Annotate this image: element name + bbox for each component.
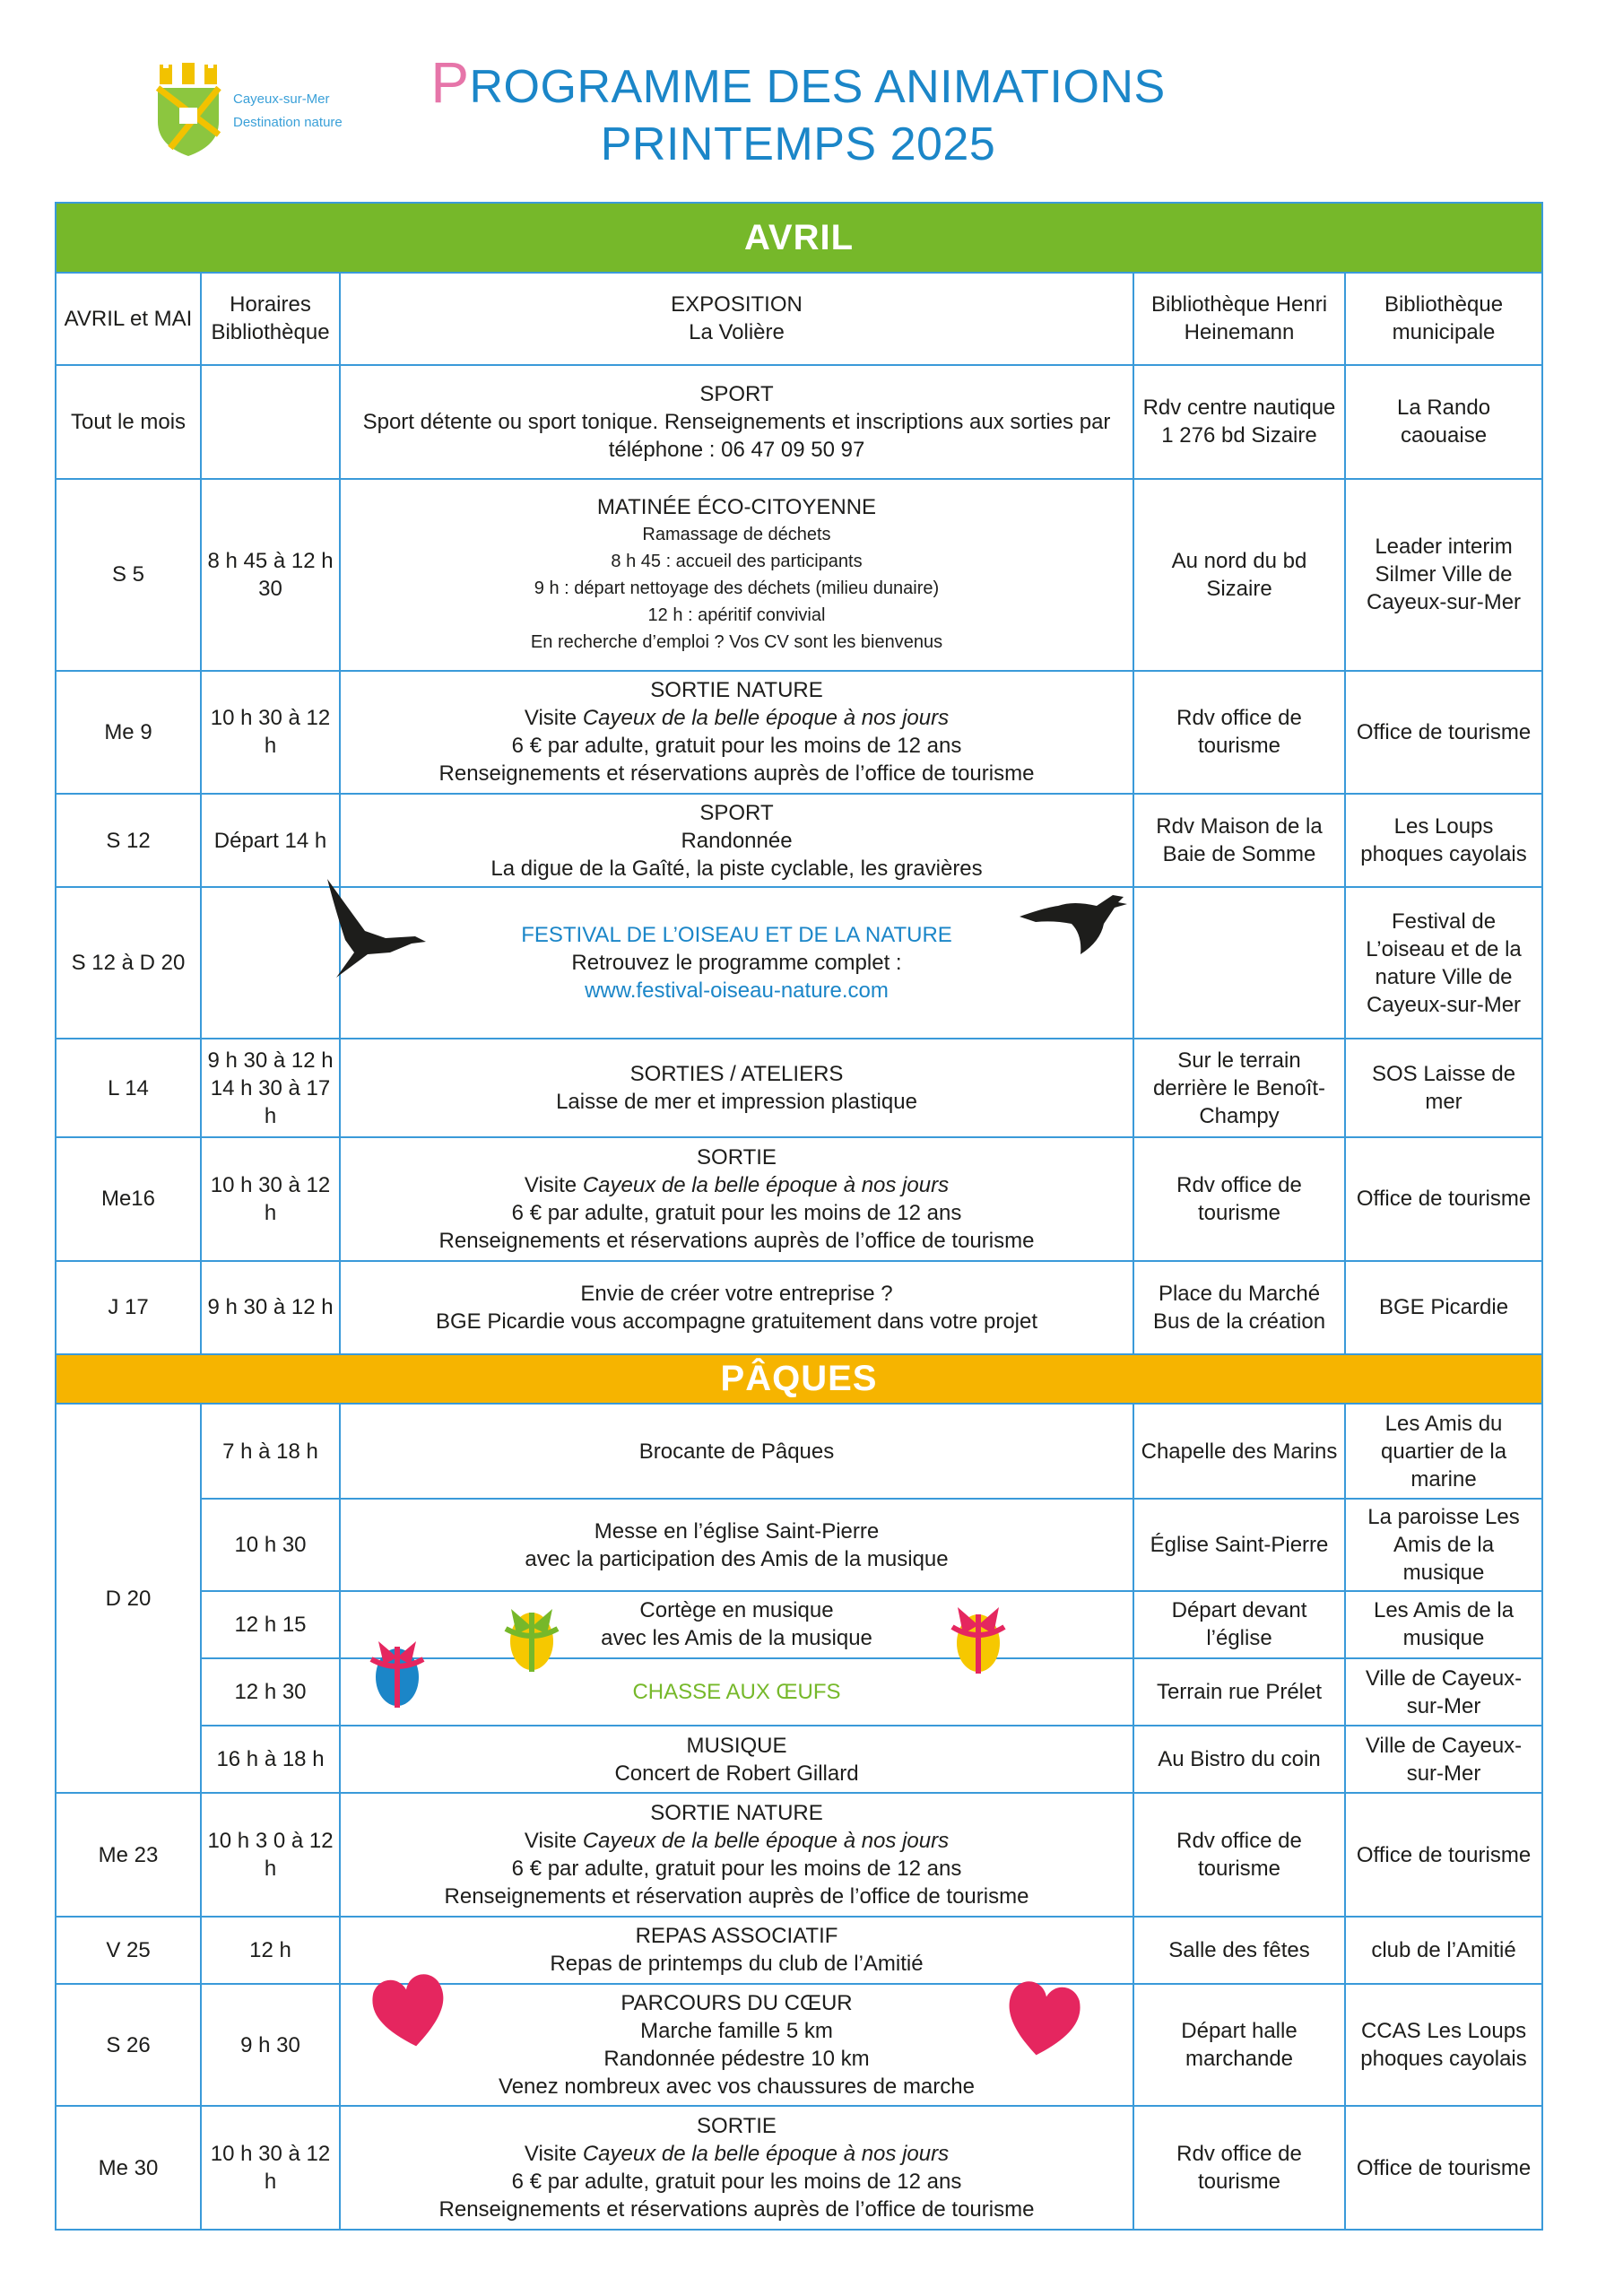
event-title: REPAS ASSOCIATIF <box>635 1924 838 1949</box>
organizer-cell: Ville de Cayeux-sur-Mer <box>1345 1658 1542 1726</box>
place-cell: Rdv Maison de la Baie de Somme <box>1133 794 1345 887</box>
place-cell: Place du Marché Bus de la création <box>1133 1261 1345 1354</box>
event-detail: La digue de la Gaîté, la piste cyclable, les gravières <box>490 856 983 881</box>
date-cell: S 12 <box>56 794 201 887</box>
organizer-cell: Office de tourisme <box>1345 1793 1542 1916</box>
time-cell: 10 h 3 0 à 12 h <box>201 1793 340 1916</box>
time-cell: Horaires Bibliothèque <box>201 273 340 364</box>
organizer-cell: Les Loups phoques cayolais <box>1345 794 1542 887</box>
event-detail: Renseignements et réservations auprès de l’office de tourisme <box>438 2197 1035 2222</box>
organizer-cell: Leader interim Silmer Ville de Cayeux-sur-Mer <box>1345 479 1542 671</box>
date-cell: Me 30 <box>56 2106 201 2230</box>
event-detail: avec les Amis de la musique <box>601 1626 872 1651</box>
event-cell <box>340 273 1133 364</box>
band-paques: PÂQUES <box>56 1354 1542 1404</box>
date-cell: Me16 <box>56 1137 201 1260</box>
event-detail: 12 h : apéritif convivial <box>647 605 826 626</box>
easter-egg-icon <box>945 1604 1012 1675</box>
visit-name: Cayeux de la belle époque à nos jours <box>582 706 950 731</box>
place-cell: Rdv office de tourisme <box>1133 1793 1345 1916</box>
event-cell <box>340 2106 1133 2230</box>
page-header <box>0 0 1623 197</box>
visit-prefix: Visite <box>524 1829 583 1854</box>
event-title: MUSIQUE <box>686 1733 787 1758</box>
visit-prefix: Visite <box>524 1172 583 1197</box>
table-row <box>56 1404 1542 1499</box>
place-cell: Départ devant l’église <box>1133 1591 1345 1658</box>
flying-bird-icon <box>318 877 430 980</box>
event-detail: 6 € par adulte, gratuit pour les moins de 12 ans <box>511 1857 962 1882</box>
place-cell: Rdv office de tourisme <box>1133 1137 1345 1260</box>
event-title: Brocante de Pâques <box>638 1439 835 1464</box>
event-cell <box>340 1726 1133 1793</box>
event-cell <box>340 794 1133 887</box>
event-detail: Renseignements et réservations auprès de l’office de tourisme <box>438 1228 1035 1253</box>
coat-of-arms-icon <box>152 63 224 157</box>
heart-icon <box>369 1970 450 2050</box>
event-detail: BGE Picardie vous accompagne gratuitement dans votre projet <box>435 1309 1038 1334</box>
band-avril: AVRIL <box>56 203 1542 273</box>
event-title: FESTIVAL DE L’OISEAU ET DE LA NATURE <box>521 923 952 948</box>
table-row <box>56 1137 1542 1260</box>
event-cell <box>340 1793 1133 1916</box>
event-title: SORTIE NATURE <box>650 678 823 703</box>
organizer-cell: Les Amis de la musique <box>1345 1591 1542 1658</box>
event-cell <box>340 1039 1133 1137</box>
logo-line-1: Cayeux-sur-Mer <box>233 91 330 107</box>
date-cell: S 26 <box>56 1984 201 2106</box>
time-line: 9 h 30 à 12 h <box>207 1048 334 1073</box>
organizer-cell: SOS Laisse de mer <box>1345 1039 1542 1137</box>
place-cell: Au Bistro du coin <box>1133 1726 1345 1793</box>
table-row <box>56 1726 1542 1793</box>
visit-prefix: Visite <box>524 706 583 731</box>
place-cell: Rdv office de tourisme <box>1133 2106 1345 2230</box>
table-row <box>56 273 1542 364</box>
table-row <box>56 887 1542 1039</box>
title-line-1: ROGRAMME DES ANIMATIONS <box>469 61 1166 113</box>
event-cell <box>340 671 1133 794</box>
event-cell <box>340 1917 1133 1984</box>
date-cell: S 5 <box>56 479 201 671</box>
time-cell: 9 h 30 <box>201 1984 340 2106</box>
event-detail: 6 € par adulte, gratuit pour les moins de 12 ans <box>511 1200 962 1225</box>
visit-name: Cayeux de la belle époque à nos jours <box>582 2142 950 2167</box>
table-row <box>56 1793 1542 1916</box>
event-title: SPORT <box>699 800 774 825</box>
table-row <box>56 794 1542 887</box>
table-row <box>56 1591 1542 1658</box>
place-cell: Bibliothèque Henri Heinemann <box>1133 273 1345 364</box>
time-cell <box>201 365 340 479</box>
event-detail: Sport détente ou sport tonique. Renseignements et inscriptions aux sorties par téléphone : 06 47 09 50 97 <box>362 409 1111 462</box>
date-cell: Me 9 <box>56 671 201 794</box>
event-cell <box>340 479 1133 671</box>
date-cell: L 14 <box>56 1039 201 1137</box>
event-title: MATINÉE ÉCO-CITOYENNE <box>596 495 877 520</box>
event-detail: 6 € par adulte, gratuit pour les moins de 12 ans <box>511 2170 962 2195</box>
date-cell: AVRIL et MAI <box>56 273 201 364</box>
date-cell: J 17 <box>56 1261 201 1354</box>
place-cell: Église Saint-Pierre <box>1133 1499 1345 1590</box>
time-cell: 10 h 30 à 12 h <box>201 671 340 794</box>
event-detail: Randonnée pédestre 10 km <box>603 2047 870 2072</box>
event-title: SORTIE <box>697 1144 777 1170</box>
table-row <box>56 479 1542 671</box>
event-visit-line <box>346 2140 1127 2168</box>
table-row <box>56 1658 1542 1726</box>
time-cell: 12 h <box>201 1917 340 1984</box>
place-cell: Salle des fêtes <box>1133 1917 1345 1984</box>
table-row <box>56 1039 1542 1137</box>
event-cell <box>340 1658 1133 1726</box>
organizer-cell: Bibliothèque municipale <box>1345 273 1542 364</box>
organizer-cell: Festival de L’oiseau et de la nature Ville de Cayeux-sur-Mer <box>1345 887 1542 1039</box>
organizer-cell: Office de tourisme <box>1345 1137 1542 1260</box>
event-title: SORTIE <box>697 2114 777 2139</box>
place-cell: Au nord du bd Sizaire <box>1133 479 1345 671</box>
organizer-cell: La Rando caouaise <box>1345 365 1542 479</box>
place-cell: Chapelle des Marins <box>1133 1404 1345 1499</box>
event-detail: Retrouvez le programme complet : <box>571 951 902 976</box>
time-cell: 9 h 30 à 12 h <box>201 1261 340 1354</box>
organizer-cell: club de l’Amitié <box>1345 1917 1542 1984</box>
visit-prefix: Visite <box>524 2142 583 2167</box>
event-visit-line <box>346 1171 1127 1199</box>
event-cell <box>340 887 1133 1039</box>
table-row <box>56 1499 1542 1590</box>
title-initial: P <box>430 50 470 115</box>
table-row <box>56 1261 1542 1354</box>
event-detail: Repas de printemps du club de l’Amitié <box>550 1952 924 1977</box>
event-detail: Venez nombreux avec vos chaussures de marche <box>499 2074 975 2100</box>
event-title: SORTIE NATURE <box>650 1801 823 1826</box>
event-cell <box>340 1499 1133 1590</box>
event-detail: La Volière <box>689 320 785 345</box>
time-cell: Départ 14 h <box>201 794 340 887</box>
place-cell: Départ halle marchande <box>1133 1984 1345 2106</box>
event-title: Messe en l’église Saint-Pierre <box>594 1518 880 1544</box>
event-visit-line <box>346 1827 1127 1855</box>
town-logo <box>152 63 359 161</box>
event-detail: 6 € par adulte, gratuit pour les moins de 12 ans <box>511 734 962 759</box>
table-row <box>56 1984 1542 2106</box>
event-detail: Renseignements et réservations auprès de l’office de tourisme <box>438 761 1035 787</box>
time-cell: 12 h 30 <box>201 1658 340 1726</box>
visit-name: Cayeux de la belle époque à nos jours <box>582 1829 950 1854</box>
event-title: SORTIES / ATELIERS <box>629 1062 844 1086</box>
table-row <box>56 671 1542 794</box>
table-row <box>56 1917 1542 1984</box>
place-cell: Sur le terrain derrière le Benoît-Champy <box>1133 1039 1345 1137</box>
organizer-cell: Ville de Cayeux-sur-Mer <box>1345 1726 1542 1793</box>
place-cell: Rdv office de tourisme <box>1133 671 1345 794</box>
table-row <box>56 2106 1542 2230</box>
event-cell <box>340 1137 1133 1260</box>
event-detail: 8 h 45 : accueil des participants <box>611 552 863 572</box>
logo-line-2: Destination nature <box>233 115 343 130</box>
organizer-cell: CCAS Les Loups phoques cayolais <box>1345 1984 1542 2106</box>
event-detail: Ramassage de déchets <box>642 525 831 545</box>
event-cell <box>340 1404 1133 1499</box>
event-cell <box>340 1591 1133 1658</box>
time-cell: 10 h 30 <box>201 1499 340 1590</box>
time-cell: 7 h à 18 h <box>201 1404 340 1499</box>
date-cell: S 12 à D 20 <box>56 887 201 1039</box>
time-cell: 12 h 15 <box>201 1591 340 1658</box>
event-detail: Renseignements et réservation auprès de l’office de tourisme <box>444 1884 1029 1909</box>
easter-egg-icon <box>499 1602 566 1674</box>
event-title: PARCOURS DU CŒUR <box>621 1991 853 2016</box>
place-cell <box>1133 887 1345 1039</box>
event-detail: 9 h : départ nettoyage des déchets (milieu dunaire) <box>534 578 940 599</box>
place-cell: Terrain rue Prélet <box>1133 1658 1345 1726</box>
time-line: 14 h 30 à 17 h <box>210 1075 331 1128</box>
visit-name: Cayeux de la belle époque à nos jours <box>582 1172 950 1197</box>
organizer-cell: Office de tourisme <box>1345 2106 1542 2230</box>
event-title: EXPOSITION <box>671 292 803 317</box>
event-cell <box>340 1261 1133 1354</box>
event-title: SPORT <box>699 381 774 406</box>
event-detail: Laisse de mer et impression plastique <box>556 1090 917 1114</box>
event-detail: Marche famille 5 km <box>640 2019 833 2044</box>
organizer-cell: Les Amis du quartier de la marine <box>1345 1404 1542 1499</box>
event-cell <box>340 365 1133 479</box>
time-cell: 8 h 45 à 12 h 30 <box>201 479 340 671</box>
event-title: Envie de créer votre entreprise ? <box>580 1281 893 1306</box>
event-title: Cortège en musique <box>639 1598 834 1623</box>
date-cell: Tout le mois <box>56 365 201 479</box>
event-detail: avec la participation des Amis de la musique <box>525 1546 949 1571</box>
organizer-cell: Office de tourisme <box>1345 671 1542 794</box>
date-cell: V 25 <box>56 1917 201 1984</box>
festival-link[interactable]: www.festival-oiseau-nature.com <box>585 978 889 1004</box>
event-visit-line <box>346 704 1127 732</box>
heart-icon <box>1001 1975 1086 2060</box>
page-title <box>404 50 1193 173</box>
organizer-cell: BGE Picardie <box>1345 1261 1542 1354</box>
time-cell: 10 h 30 à 12 h <box>201 2106 340 2230</box>
date-cell: D 20 <box>56 1404 201 1793</box>
time-cell: 16 h à 18 h <box>201 1726 340 1793</box>
date-cell: Me 23 <box>56 1793 201 1916</box>
organizer-cell: La paroisse Les Amis de la musique <box>1345 1499 1542 1590</box>
easter-egg-icon <box>366 1638 429 1709</box>
event-detail: En recherche d’emploi ? Vos CV sont les bienvenus <box>530 632 943 653</box>
event-detail: Randonnée <box>681 828 793 853</box>
time-cell <box>201 1039 340 1137</box>
event-detail: Concert de Robert Gillard <box>614 1761 859 1786</box>
time-cell: 10 h 30 à 12 h <box>201 1137 340 1260</box>
title-line-2: PRINTEMPS 2025 <box>600 118 996 170</box>
place-cell: Rdv centre nautique 1 276 bd Sizaire <box>1133 365 1345 479</box>
table-row <box>56 365 1542 479</box>
schedule-table <box>55 202 1543 2231</box>
duck-icon <box>1018 888 1130 960</box>
event-title: CHASSE AUX ŒUFS <box>632 1680 841 1705</box>
